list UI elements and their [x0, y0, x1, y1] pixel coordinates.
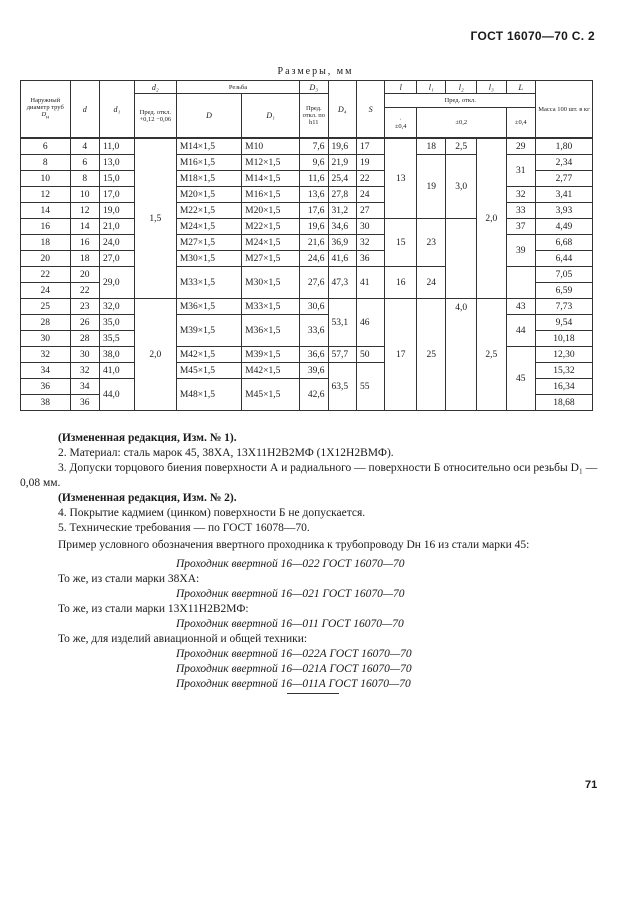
cell-thread-d: M20×1,5 — [176, 187, 241, 203]
cell-d4: 25,4 — [328, 171, 356, 187]
col-header-mass: Масса 100 шт. в кг — [535, 81, 592, 139]
cell-l1: 25 — [416, 299, 445, 411]
cell-l3: 2,0 — [477, 138, 506, 299]
cell-l: 16 — [385, 267, 417, 299]
cell-d: 20 — [70, 267, 99, 283]
cell-d1: 11,0 — [99, 138, 134, 155]
cell-d3: 33,6 — [300, 315, 328, 347]
col-header-d4: D₄ — [328, 81, 356, 139]
cell-d: 34 — [70, 379, 99, 395]
cell-mass: 9,54 — [535, 315, 592, 331]
col-header-l2: l₂ — [446, 81, 477, 94]
cell-d: 32 — [70, 363, 99, 379]
cell-big-l: 33 — [506, 203, 535, 219]
cell-mass: 3,41 — [535, 187, 592, 203]
cell-d: 28 — [70, 331, 99, 347]
cell-thread-d: M45×1,5 — [176, 363, 241, 379]
cell-thread-d1: M45×1,5 — [242, 379, 300, 411]
cell-d4: 34,6 — [328, 219, 356, 235]
cell-d: 14 — [70, 219, 99, 235]
cell-l2: 4,0 — [446, 299, 477, 411]
col-header-thread: Резьба — [176, 81, 299, 94]
cell-d: 26 — [70, 315, 99, 331]
cell-d: 10 — [70, 187, 99, 203]
edit-note-1: (Измененная редакция, Изм. № 1). — [58, 432, 237, 444]
cell-d3: 11,6 — [300, 171, 328, 187]
table-row — [21, 299, 593, 315]
table-row — [21, 235, 593, 251]
same-38xa: То же, из стали марки 38ХА: — [58, 573, 200, 585]
cell-thread-d: M33×1,5 — [176, 267, 241, 299]
cell-d1: 29,0 — [99, 267, 134, 299]
cell-mass: 7,05 — [535, 267, 592, 283]
cell-d1: 38,0 — [99, 347, 134, 363]
cell-mass: 15,32 — [535, 363, 592, 379]
separator-rule — [287, 693, 339, 694]
cell-d3: 13,6 — [300, 187, 328, 203]
cell-dn: 28 — [21, 315, 71, 331]
cell-d1: 19,0 — [99, 203, 134, 219]
col-header-d2: d₂ — [134, 81, 176, 94]
cell-d3: 24,6 — [300, 251, 328, 267]
cell-thread-d: M22×1,5 — [176, 203, 241, 219]
cell-dn: 16 — [21, 219, 71, 235]
cell-mass: 4,49 — [535, 219, 592, 235]
col-header-d1: d₁ — [99, 81, 134, 139]
cell-big-l: 31 — [506, 155, 535, 187]
cell-d1: 32,0 — [99, 299, 134, 315]
cell-d4: 19,6 — [328, 138, 356, 155]
cell-d1: 13,0 — [99, 155, 134, 171]
cell-d2: 2,0 — [134, 299, 176, 411]
cell-d4: 53,1 — [328, 299, 356, 347]
cell-d3: 36,6 — [300, 347, 328, 363]
cell-d1: 35,5 — [99, 331, 134, 347]
l1-l3-tolerance: ±0,2 — [416, 108, 506, 139]
cell-mass: 3,93 — [535, 203, 592, 219]
col-header-d: d — [70, 81, 99, 139]
col-header-l1: l₁ — [416, 81, 445, 94]
cell-d3: 42,6 — [300, 379, 328, 411]
cell-dn: 14 — [21, 203, 71, 219]
cell-thread-d1: M33×1,5 — [242, 299, 300, 315]
cell-thread-d1: M20×1,5 — [242, 203, 300, 219]
example-3: Проходник ввертной 16—011 ГОСТ 16070—70 — [176, 618, 404, 630]
cell-d1: 44,0 — [99, 379, 134, 411]
cell-dn: 25 — [21, 299, 71, 315]
cell-thread-d: M16×1,5 — [176, 155, 241, 171]
note-tech-req: 5. Технические требования — по ГОСТ 16078—70. — [58, 522, 310, 534]
cell-d: 23 — [70, 299, 99, 315]
cell-mass: 2,34 — [535, 155, 592, 171]
table-row — [21, 219, 593, 235]
cell-s: 24 — [356, 187, 384, 203]
cell-d4: 21,9 — [328, 155, 356, 171]
cell-thread-d: M36×1,5 — [176, 299, 241, 315]
cell-d4: 27,8 — [328, 187, 356, 203]
cell-mass: 1,80 — [535, 138, 592, 155]
cell-d3: 7,6 — [300, 138, 328, 155]
table-row — [21, 267, 593, 283]
cell-mass: 16,34 — [535, 379, 592, 395]
cell-mass: 2,77 — [535, 171, 592, 187]
example-1: Проходник ввертной 16—022 ГОСТ 16070—70 — [176, 558, 405, 570]
cell-thread-d: M27×1,5 — [176, 235, 241, 251]
table-row — [21, 138, 593, 155]
col-header-d3: D₃ — [300, 81, 328, 94]
cell-thread-d1: M10 — [242, 138, 300, 155]
cell-thread-d1: M30×1,5 — [242, 267, 300, 299]
cell-dn: 34 — [21, 363, 71, 379]
cell-dn: 6 — [21, 138, 71, 155]
table-caption: Размеры, мм — [277, 66, 354, 77]
cell-d1: 15,0 — [99, 171, 134, 187]
cell-d1: 17,0 — [99, 187, 134, 203]
cell-mass: 18,68 — [535, 395, 592, 411]
cell-dn: 18 — [21, 235, 71, 251]
cell-d4: 47,3 — [328, 267, 356, 299]
same-avia: То же, для изделий авиационной и общей техники: — [58, 633, 308, 645]
cell-l: 17 — [385, 299, 417, 411]
cell-d4: 63,5 — [328, 363, 356, 411]
note-coating: 4. Покрытие кадмием (цинком) поверхности Б не допускается. — [58, 507, 366, 519]
cell-d4: 41,6 — [328, 251, 356, 267]
cell-thread-d1: M16×1,5 — [242, 187, 300, 203]
example-4: Проходник ввертной 16—022А ГОСТ 16070—70 — [176, 648, 412, 660]
cell-dn: 36 — [21, 379, 71, 395]
cell-s: 22 — [356, 171, 384, 187]
example-6: Проходник ввертной 16—011А ГОСТ 16070—70 — [176, 678, 411, 690]
cell-big-l: 37 — [506, 219, 535, 235]
notes-block — [20, 431, 600, 692]
cell-thread-d: M42×1,5 — [176, 347, 241, 363]
dimensions-table — [20, 80, 593, 411]
cell-d1: 35,0 — [99, 315, 134, 331]
col-header-big-l: L — [506, 81, 535, 94]
cell-dn: 12 — [21, 187, 71, 203]
big-l-tolerance: ±0,4 — [506, 108, 535, 139]
edit-note-2: (Измененная редакция, Изм. № 2). — [58, 492, 237, 504]
cell-d: 30 — [70, 347, 99, 363]
cell-thread-d: M24×1,5 — [176, 219, 241, 235]
cell-thread-d1: M24×1,5 — [242, 235, 300, 251]
cell-d2: 1,5 — [134, 138, 176, 299]
cell-mass: 6,59 — [535, 283, 592, 299]
cell-d: 8 — [70, 171, 99, 187]
col-header-l3: l₃ — [477, 81, 506, 94]
col-header-thread-d1: D₁ — [242, 94, 300, 139]
cell-d4: 57,7 — [328, 347, 356, 363]
cell-d3: 17,6 — [300, 203, 328, 219]
cell-thread-d: M18×1,5 — [176, 171, 241, 187]
cell-big-l: 39 — [506, 235, 535, 267]
cell-d: 18 — [70, 251, 99, 267]
cell-s: 55 — [356, 363, 384, 411]
cell-thread-d: M14×1,5 — [176, 138, 241, 155]
example-5: Проходник ввертной 16—021А ГОСТ 16070—70 — [176, 663, 412, 675]
cell-d: 16 — [70, 235, 99, 251]
cell-thread-d: M39×1,5 — [176, 315, 241, 347]
cell-dn: 8 — [21, 155, 71, 171]
cell-dn: 10 — [21, 171, 71, 187]
cell-dn: 20 — [21, 251, 71, 267]
cell-s: 41 — [356, 267, 384, 299]
cell-s: 19 — [356, 155, 384, 171]
tolerance-label: Пред. откл. — [385, 94, 536, 108]
d2-tolerance: Пред. откл. +0,12 −0,06 — [134, 94, 176, 139]
cell-s: 27 — [356, 203, 384, 219]
cell-l: 15 — [385, 219, 417, 267]
cell-s: 32 — [356, 235, 384, 251]
document-header: ГОСТ 16070—70 С. 2 — [470, 29, 595, 43]
cell-l1: 24 — [416, 267, 445, 299]
cell-d4: 36,9 — [328, 235, 356, 251]
table-row — [21, 187, 593, 203]
cell-s: 17 — [356, 138, 384, 155]
cell-dn: 38 — [21, 395, 71, 411]
table-row — [21, 315, 593, 331]
cell-d1: 24,0 — [99, 235, 134, 251]
cell-mass: 6,44 — [535, 251, 592, 267]
cell-dn: 22 — [21, 267, 71, 283]
cell-d: 6 — [70, 155, 99, 171]
cell-thread-d: M30×1,5 — [176, 251, 241, 267]
cell-big-l-empty — [506, 267, 535, 299]
same-13x: То же, из стали марки 13Х11Н2В2МФ: — [58, 603, 249, 615]
cell-big-l: 29 — [506, 138, 535, 155]
col-header-thread-d: D — [176, 94, 241, 139]
cell-big-l: 45 — [506, 347, 535, 411]
col-header-s: S — [356, 81, 384, 139]
cell-thread-d1: M12×1,5 — [242, 155, 300, 171]
cell-d3: 39,6 — [300, 363, 328, 379]
d3-tolerance: Пред. откл. по h11 — [300, 94, 328, 139]
cell-l1: 19 — [416, 155, 445, 219]
table-row — [21, 347, 593, 363]
cell-l2: 3,0 — [446, 155, 477, 219]
cell-s: 30 — [356, 219, 384, 235]
cell-dn: 30 — [21, 331, 71, 347]
cell-s: 46 — [356, 299, 384, 347]
cell-thread-d1: M22×1,5 — [242, 219, 300, 235]
cell-d3: 19,6 — [300, 219, 328, 235]
note-material: 2. Материал: сталь марок 45, 38ХА, 13Х11Н2В2МФ (1Х12Н2ВМФ). — [58, 447, 394, 459]
cell-d1: 21,0 — [99, 219, 134, 235]
cell-thread-d1: M42×1,5 — [242, 363, 300, 379]
cell-d3: 21,6 — [300, 235, 328, 251]
l-tolerance: · ±0,4 — [385, 108, 417, 139]
col-header-dn: Наружный диаметр труб $D_н$ — [21, 81, 71, 139]
cell-dn: 32 — [21, 347, 71, 363]
cell-big-l: 44 — [506, 315, 535, 347]
cell-big-l: 43 — [506, 299, 535, 315]
cell-d1: 41,0 — [99, 363, 134, 379]
cell-mass: 12,30 — [535, 347, 592, 363]
cell-l2: 2,5 — [446, 138, 477, 155]
cell-d: 12 — [70, 203, 99, 219]
cell-d: 36 — [70, 395, 99, 411]
cell-d4: 31,2 — [328, 203, 356, 219]
cell-mass: 10,18 — [535, 331, 592, 347]
cell-l1: 23 — [416, 219, 445, 267]
cell-big-l: 32 — [506, 187, 535, 203]
cell-thread-d1: M14×1,5 — [242, 171, 300, 187]
col-header-l: l — [385, 81, 417, 94]
example-2: Проходник ввертной 16—021 ГОСТ 16070—70 — [176, 588, 405, 600]
cell-s: 50 — [356, 347, 384, 363]
cell-s: 36 — [356, 251, 384, 267]
cell-d1: 27,0 — [99, 251, 134, 267]
example-intro: Пример условного обозначения ввертного проходника к трубопроводу Dн 16 из стали марки 45: — [58, 539, 530, 551]
cell-thread-d1: M27×1,5 — [242, 251, 300, 267]
cell-thread-d1: M39×1,5 — [242, 347, 300, 363]
cell-mass: 7,73 — [535, 299, 592, 315]
cell-l: 13 — [385, 138, 417, 219]
table-row — [21, 203, 593, 219]
table-row — [21, 155, 593, 171]
cell-d: 22 — [70, 283, 99, 299]
cell-thread-d: M48×1,5 — [176, 379, 241, 411]
cell-mass: 6,68 — [535, 235, 592, 251]
cell-l2-empty — [446, 219, 477, 299]
cell-thread-d1: M36×1,5 — [242, 315, 300, 347]
cell-d: 4 — [70, 138, 99, 155]
cell-l1: 18 — [416, 138, 445, 155]
cell-dn: 24 — [21, 283, 71, 299]
cell-d3: 27,6 — [300, 267, 328, 299]
page-number: 71 — [585, 779, 598, 791]
cell-d3: 9,6 — [300, 155, 328, 171]
note-tolerances: 3. Допуски торцового биения поверхности А и радиального — поверхности Б относительно оси резьбы D₁ — 0,08 мм. — [20, 462, 598, 489]
cell-l3: 2,5 — [477, 299, 506, 411]
cell-d3: 30,6 — [300, 299, 328, 315]
